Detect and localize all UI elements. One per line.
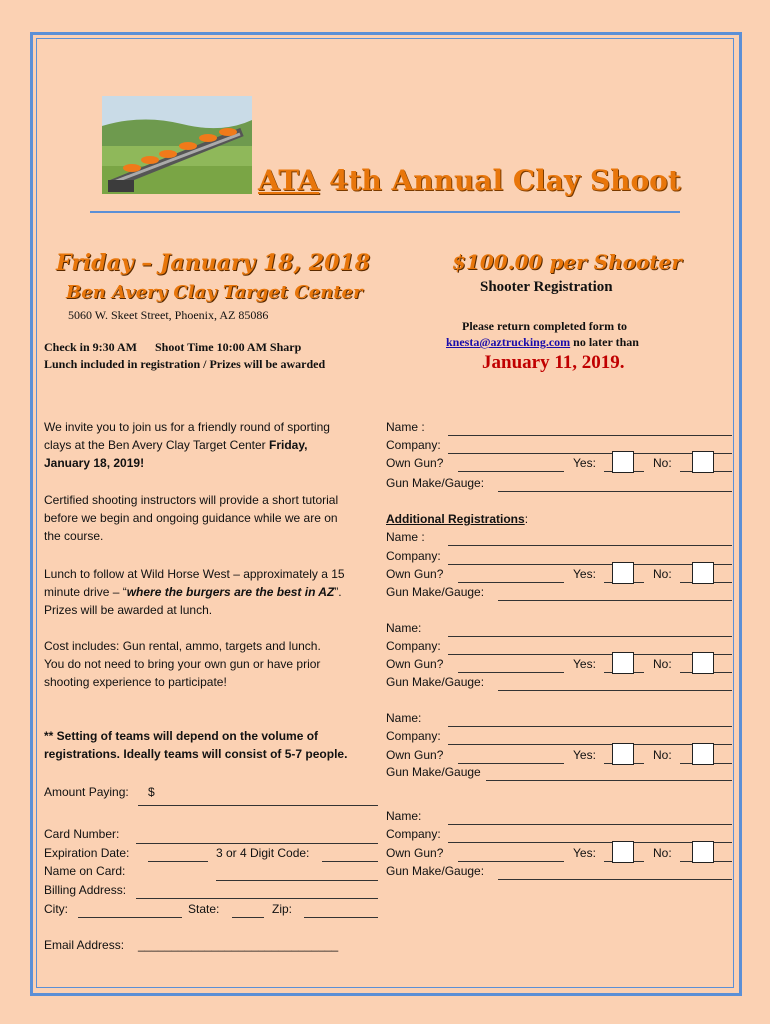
instructor-paragraph	[44, 491, 338, 545]
additional-registrations-heading	[386, 512, 528, 526]
expiration-label: Expiration Date:	[44, 846, 130, 860]
title-rest: 4th Annual Clay Shoot	[319, 164, 681, 197]
gun-make-field[interactable]	[498, 491, 732, 492]
no-checkbox[interactable]	[692, 743, 714, 765]
yes-label: Yes:	[573, 657, 596, 671]
own-gun-field[interactable]	[458, 471, 564, 472]
text-span: minute drive – “	[44, 585, 127, 599]
text-line: the course.	[44, 529, 104, 543]
state-label: State:	[188, 902, 220, 916]
own-gun-label: Own Gun?	[386, 846, 444, 860]
company-label: Company:	[386, 549, 441, 563]
title-ata: ATA	[258, 164, 320, 197]
name-label: Name :	[386, 530, 425, 544]
name-field[interactable]	[448, 726, 732, 727]
company-field[interactable]	[448, 842, 732, 843]
company-field[interactable]	[448, 453, 732, 454]
name-label: Name :	[386, 420, 425, 434]
yes-label: Yes:	[573, 456, 596, 470]
card-number-label: Card Number:	[44, 827, 120, 841]
zip-field[interactable]	[304, 917, 378, 918]
yes-label: Yes:	[573, 567, 596, 581]
yes-checkbox[interactable]	[612, 562, 634, 584]
gun-make-label: Gun Make/Gauge	[386, 765, 481, 779]
company-field[interactable]	[448, 654, 732, 655]
yes-checkbox[interactable]	[612, 743, 634, 765]
own-gun-label: Own Gun?	[386, 567, 444, 581]
billing-label: Billing Address:	[44, 883, 127, 897]
event-date: Friday – January 18, 2018	[56, 250, 371, 276]
amount-field[interactable]	[138, 805, 378, 806]
clay-pigeon-photo-icon	[102, 96, 252, 194]
text-line: shooting experience to participate!	[44, 675, 227, 689]
yes-checkbox[interactable]	[612, 841, 634, 863]
text-line: Prizes will be awarded at lunch.	[44, 603, 213, 617]
email-field[interactable]: ______________________________	[138, 938, 339, 952]
own-gun-field[interactable]	[458, 582, 564, 583]
no-label: No:	[653, 657, 672, 671]
lunch-note: Lunch included in registration / Prizes will be awarded	[44, 357, 326, 371]
own-gun-field[interactable]	[458, 763, 564, 764]
text-bold: Friday,	[269, 438, 308, 452]
return-instructions: Please return completed form to	[462, 319, 628, 333]
deadline-date: January 11, 2019.	[482, 352, 625, 373]
no-label: No:	[653, 567, 672, 581]
text-bold-italic: where the burgers are the best in AZ	[126, 585, 335, 599]
company-label: Company:	[386, 639, 441, 653]
name-field[interactable]	[448, 545, 732, 546]
company-field[interactable]	[448, 744, 732, 745]
city-label: City:	[44, 902, 68, 916]
gun-make-label: Gun Make/Gauge:	[386, 585, 485, 599]
company-label: Company:	[386, 729, 441, 743]
text-line	[44, 436, 330, 454]
no-checkbox[interactable]	[692, 841, 714, 863]
text-line: January 18, 2019!	[44, 456, 145, 470]
own-gun-label: Own Gun?	[386, 657, 444, 671]
yes-label: Yes:	[573, 748, 596, 762]
expiration-field[interactable]	[148, 861, 208, 862]
code-label: 3 or 4 Digit Code:	[216, 846, 310, 860]
name-label: Name:	[386, 711, 422, 725]
gun-make-field[interactable]	[498, 690, 732, 691]
code-field[interactable]	[322, 861, 378, 862]
dollar-sign: $	[148, 785, 155, 799]
teams-note	[44, 727, 347, 763]
name-field[interactable]	[448, 435, 732, 436]
gun-make-field[interactable]	[498, 879, 732, 880]
name-on-card-label: Name on Card:	[44, 864, 126, 878]
return-email-line	[446, 335, 639, 350]
name-field[interactable]	[448, 824, 732, 825]
text-line: You do not need to bring your own gun or have prior	[44, 657, 321, 671]
no-checkbox[interactable]	[692, 451, 714, 473]
colon-text: :	[524, 512, 529, 526]
lunch-paragraph	[44, 565, 345, 619]
name-field[interactable]	[448, 636, 732, 637]
no-later-text: no later than	[570, 335, 639, 349]
own-gun-label: Own Gun?	[386, 456, 444, 470]
name-label: Name:	[386, 621, 422, 635]
email-link[interactable]: knesta@aztrucking.com	[446, 335, 571, 349]
email-label: Email Address:	[44, 938, 125, 952]
no-label: No:	[653, 846, 672, 860]
title-rule	[90, 211, 680, 213]
amount-label: Amount Paying:	[44, 785, 129, 799]
invite-paragraph	[44, 418, 330, 472]
name-on-card-field[interactable]	[216, 880, 378, 881]
cost-paragraph	[44, 637, 321, 691]
gun-make-field[interactable]	[498, 600, 732, 601]
checkin-times: Check in 9:30 AM Shoot Time 10:00 AM Sharp	[44, 340, 302, 354]
no-label: No:	[653, 456, 672, 470]
no-label: No:	[653, 748, 672, 762]
yes-checkbox[interactable]	[612, 652, 634, 674]
yes-label: Yes:	[573, 846, 596, 860]
text-line: registrations. Ideally teams will consist of 5-7 people.	[44, 747, 348, 761]
card-number-field[interactable]	[136, 843, 378, 844]
text-line: before we begin and ongoing guidance while we are on	[44, 511, 338, 525]
price: $100.00 per Shooter	[452, 250, 682, 274]
venue-name: Ben Avery Clay Target Center	[66, 282, 363, 303]
additional-text: Additional Registrations	[386, 512, 525, 526]
name-label: Name:	[386, 809, 422, 823]
zip-label: Zip:	[272, 902, 293, 916]
text-line: Lunch to follow at Wild Horse West – approximately a 15	[44, 567, 345, 581]
text-line: We invite you to join us for a friendly round of sporting	[44, 420, 330, 434]
registration-heading: Shooter Registration	[480, 279, 613, 295]
text-line: ** Setting of teams will depend on the volume of	[44, 729, 319, 743]
gun-make-label: Gun Make/Gauge:	[386, 864, 485, 878]
own-gun-field[interactable]	[458, 672, 564, 673]
own-gun-label: Own Gun?	[386, 748, 444, 762]
own-gun-field[interactable]	[458, 861, 564, 862]
city-field[interactable]	[78, 917, 182, 918]
text-line	[44, 583, 345, 601]
no-checkbox[interactable]	[692, 562, 714, 584]
company-label: Company:	[386, 827, 441, 841]
billing-field[interactable]	[136, 898, 378, 899]
company-label: Company:	[386, 438, 441, 452]
text-line: Certified shooting instructors will provide a short tutorial	[44, 493, 339, 507]
no-checkbox[interactable]	[692, 652, 714, 674]
text-line: Cost includes: Gun rental, ammo, targets and lunch.	[44, 639, 321, 653]
venue-address: 5060 W. Skeet Street, Phoenix, AZ 85086	[68, 308, 269, 322]
state-field[interactable]	[232, 917, 264, 918]
text-span: clays at the Ben Avery Clay Target Center	[44, 438, 270, 452]
page-title	[258, 164, 681, 197]
yes-checkbox[interactable]	[612, 451, 634, 473]
gun-make-label: Gun Make/Gauge:	[386, 675, 485, 689]
company-field[interactable]	[448, 564, 732, 565]
gun-make-label: Gun Make/Gauge:	[386, 476, 485, 490]
gun-make-field[interactable]	[486, 780, 732, 781]
text-span: ”.	[334, 585, 342, 599]
